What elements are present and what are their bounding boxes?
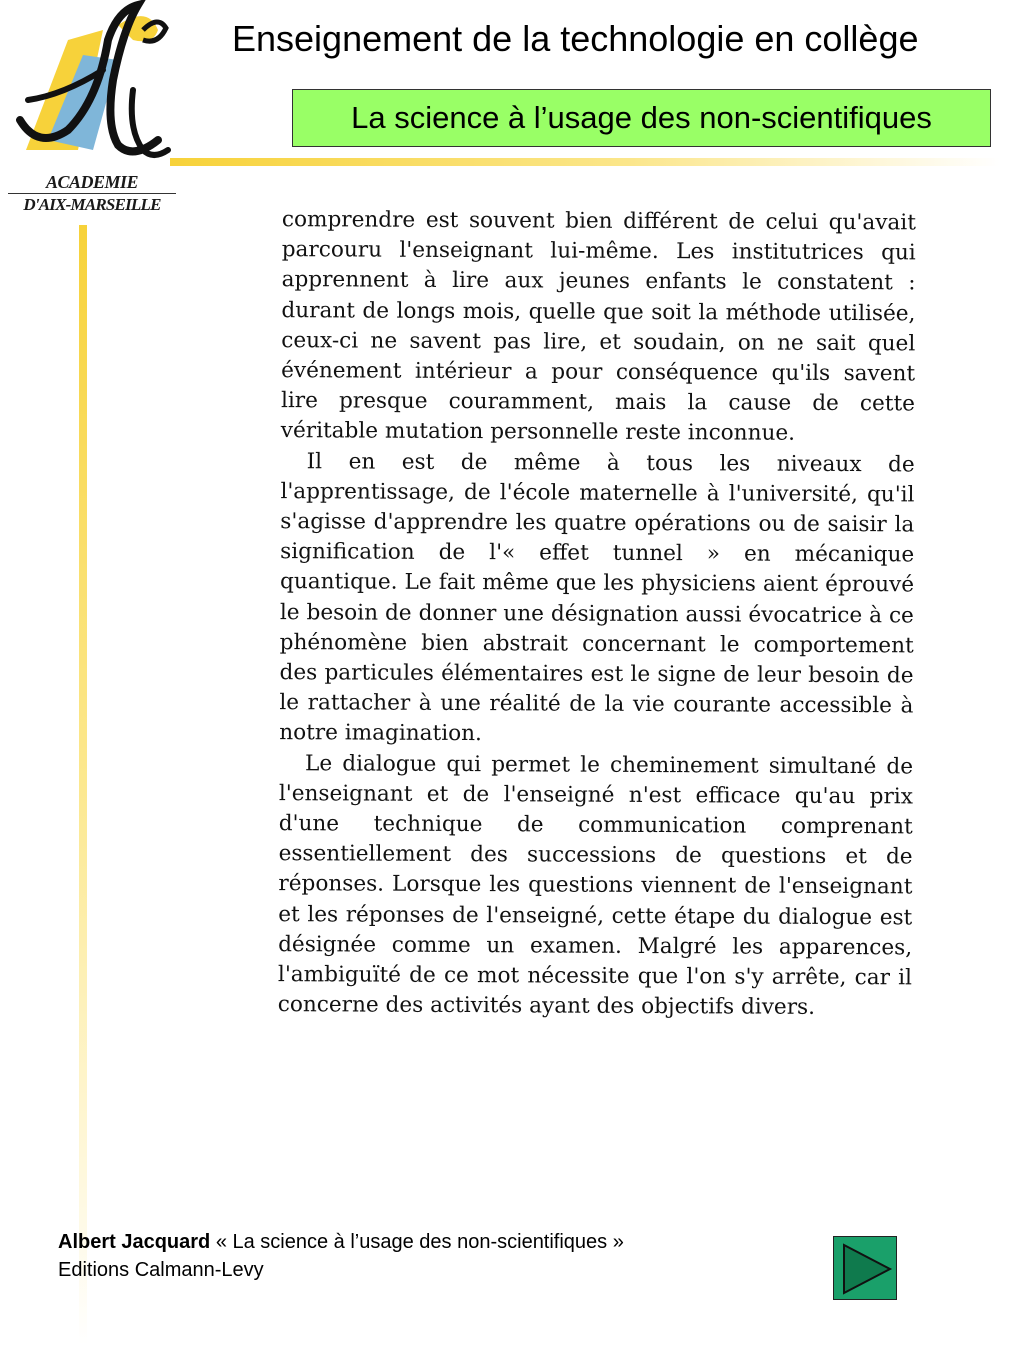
subtitle-text: La science à l’usage des non-scientifiques bbox=[351, 100, 932, 135]
header-divider bbox=[170, 158, 1000, 166]
page-title: Enseignement de la technologie en collège bbox=[232, 18, 919, 59]
play-next-icon bbox=[834, 1237, 898, 1301]
citation-line-1 bbox=[58, 1228, 624, 1256]
citation-book: « La science à l’usage des non-scientifiques » bbox=[210, 1231, 624, 1253]
paragraph-1: comprendre est souvent bien différent de celui qu'avait parcouru l'enseignant lui-même. Les institutrices qui apprennent à lire aux jeunes enfants le constatent : durant de longs mois, quelle que soit la méthode utilisée, ceux-ci ne savent pas lire, et soudain, on ne sait quel événement intérieur a pour conséquence qu'ils savent lire presque couramment, mais la cause de cette véritable mutation personnelle reste inconnue. bbox=[280, 207, 916, 447]
logo-line-aix-marseille: D'AIX-MARSEILLE bbox=[8, 193, 176, 215]
next-slide-button[interactable] bbox=[833, 1236, 897, 1300]
citation-author: Albert Jacquard bbox=[58, 1231, 211, 1253]
logo-line-academie: ACADEMIE bbox=[45, 172, 139, 192]
paragraph-3: Le dialogue qui permet le cheminement simultané de l'enseignant et de l'enseigné n'est efficace qu'au prix d'une technique de communication comprenant essentiellement des successions de questions et de réponses. Lorsque les questions viennent de l'enseignant et les réponses de l'enseigné, cette étape du dialogue est désignée comme un examen. Malgré les apparences, l'ambiguïté de ce mot nécessite que l'on s'y arrête, car il concerne des activités ayant des objectifs divers. bbox=[277, 750, 914, 1021]
academie-logo bbox=[8, 0, 176, 218]
citation bbox=[58, 1228, 624, 1284]
citation-publisher: Editions Calmann-Levy bbox=[58, 1259, 264, 1281]
subtitle-banner bbox=[292, 89, 991, 147]
side-divider bbox=[79, 225, 87, 1345]
scanned-text-excerpt bbox=[263, 205, 916, 1108]
paragraph-2: Il en est de même à tous les niveaux de l'apprentissage, de l'école maternelle à l'université, qu'il s'agisse d'apprendre les quatre opérations ou de saisir la signification de l'« effet tunnel » en mécanique quantique. Le fait même que les physiciens aient éprouvé le besoin de donner une désignation aussi évocatrice à ce phénomène bien abstrait concernant le comportement des particules élémentaires est le signe de leur besoin de le rattacher à une réalité de la vie courante accessible à notre imagination. bbox=[279, 448, 915, 747]
academie-aix-marseille-logo-icon bbox=[8, 0, 176, 170]
